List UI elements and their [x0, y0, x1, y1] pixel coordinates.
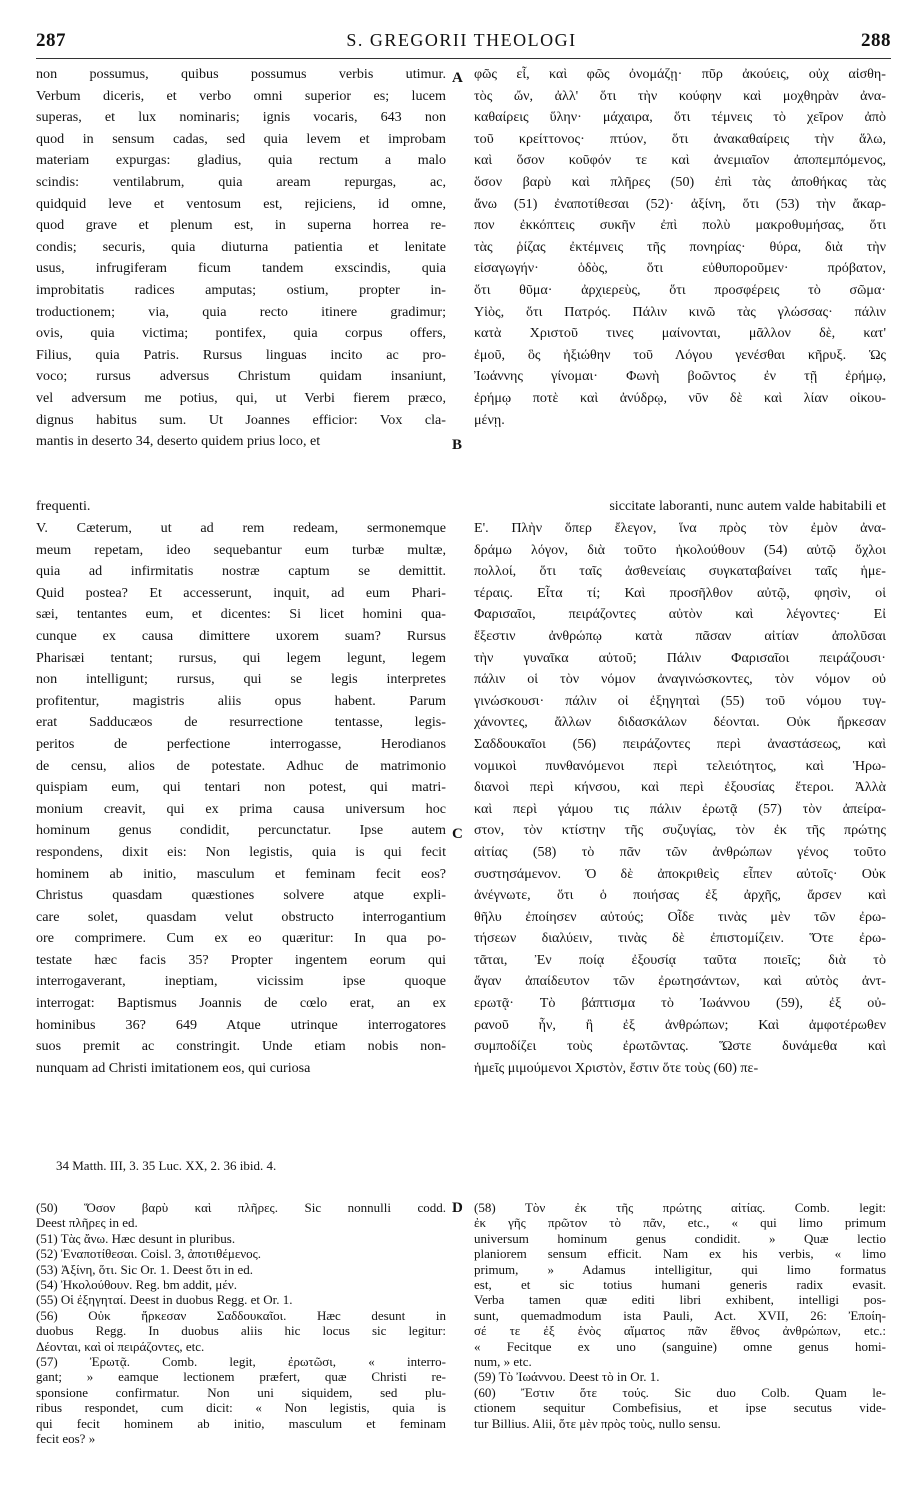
page-number-right: 288: [861, 30, 891, 51]
latin-line: erat Sadducæos de resurrectione tentasse, legis-: [36, 714, 446, 731]
greek-line: καθαίρεις ὕλην· μάχαιρα, ὅτι τέμνεις τὸ χεῖρον ἀπὸ: [474, 109, 886, 126]
latin-line: respondens, dixit eis: Non legistis, quia is qui fecit: [36, 843, 446, 860]
greek-line: ρανοῦ ἦν, ἢ ἐξ ἀνθρώπων; Καὶ ἀμφοτέρωθεν: [474, 1016, 886, 1033]
latin-line: mantis in deserto 34, deserto quidem prius loco, et: [36, 433, 321, 450]
latin-line: improbitatis radices amputas; ostium, propter in-: [36, 281, 446, 298]
latin-line: non intelligunt; rursus, qui se legis interpretes: [36, 671, 446, 688]
greek-line: εἰσαγωγήν· ὁδὸς, ὅτι εὐθυποροῦμεν· πρόβατον,: [474, 260, 886, 277]
note-line: fecit eos? »: [36, 1431, 96, 1447]
note-line: (58) Τὸν ἐκ τῆς πρώτης αἰτίας. Comb. legit:: [474, 1200, 886, 1215]
latin-line: materiam expurgas: gladius, quia rectum a malo: [36, 152, 446, 169]
greek-line: ὅτι θῦμα· ἀρχιερεὺς, ὅτι προσφέρεις τὸ σῶμα·: [474, 281, 886, 298]
greek-line: φῶς εἶ, καὶ φῶς ὀνομάζῃ· πῦρ ἀκούεις, οὐχ αἰσθη-: [474, 66, 886, 82]
note-line: Δέονται, καὶ οἱ πειράζοντες, etc.: [36, 1338, 205, 1354]
notes-right: [474, 1200, 886, 1431]
note-line: « Fecitque ex uno (sanguine) omne genus homi-: [474, 1338, 886, 1354]
latin-line: interrogat: Baptismus Joannis de cœlo erat, an ex: [36, 995, 446, 1012]
greek-line: γινώσκουσι· πάλιν οἱ ἐξηγηταὶ (55) τοῦ νόμου τυγ-: [474, 692, 886, 709]
note-line: gant; » eamque lectionem præfert, quæ Christi re-: [36, 1369, 446, 1385]
note-line: (53) Ἀξίνη, ὅτι. Sic Or. 1. Deest ὅτι in ed.: [36, 1261, 254, 1277]
greek-line: ὅσον βαρὺ καὶ πλῆρες (50) ἐπὶ τὰς ἀποθήκας τὰς: [474, 173, 886, 190]
greek-line: χάνοντες, ἄλλων διδασκάλων δέονται. Οὐκ ἤρκεσαν: [474, 714, 886, 731]
latin-line: quia ad infirmitatis nostræ captum se demittit.: [36, 563, 446, 580]
note-line: tur Billius. Alii, ὅτε μὲν πρὸς τοὺς, nullo sensu.: [474, 1415, 721, 1431]
latin-line: Quid postea? Et accesserunt, inquit, ad eum Phari-: [36, 584, 446, 601]
greek-line: κατὰ Χριστοῦ τινες μαίνονται, μᾶλλον δὲ, κατ': [474, 325, 886, 342]
latin-line: quod grave et plenum est, in superna horrea re-: [36, 217, 446, 234]
spanning-line-left: frequenti.: [36, 498, 91, 514]
greek-line: τήσεων διαλύειν, τινὰς δὲ ἐπιστομίζειν. Ὅτε ἐρω-: [474, 930, 886, 947]
note-line: ribus respondet, cum dicit: « Non legistis, quia is: [36, 1400, 446, 1416]
note-line: sunt, quemadmodum ista Pauli, Act. XVII, 26: Ἐποίη-: [474, 1307, 886, 1323]
latin-line: hominem ab initio, masculum et feminam fecit eos?: [36, 865, 446, 882]
latin-line: condis; securis, quia diuturna patientia et lenitate: [36, 238, 446, 255]
greek-line: Ε'. Πλὴν ὅπερ ἔλεγον, ἵνα πρὸς τὸν ἐμὸν ἀνα-: [474, 520, 886, 536]
greek-line: πάλιν οἱ τὸν νόμον ἀναγινώσκοντες, τὸν νόμον οὐ: [474, 671, 886, 688]
latin-column-section-v: [36, 518, 446, 1079]
note-line: est, et sic totius humani generis radix evasit.: [474, 1277, 886, 1293]
note-line: (57) Ἐρωτᾷ. Comb. legit, ἐρωτῶσι, « interro-: [36, 1354, 446, 1370]
greek-line: μένῃ.: [474, 411, 505, 428]
latin-line: Pharisæi tentant; rursus, qui legem legunt, legem: [36, 649, 446, 666]
greek-line: Υἱὸς, ὅτι Πατρός. Πάλιν κινῶ τὰς γλώσσας· πάλιν: [474, 303, 886, 320]
greek-line: στον, τὸν κτίστην τῆς συζυγίας, τὸν ἐκ τῆς πρώτης: [474, 822, 886, 839]
latin-line: troductionem; via, quia recto itinere gradimur;: [36, 303, 446, 320]
margin-letter-c: C: [452, 826, 463, 842]
latin-line: suos premit ac constringit. Unde etiam nobis non-: [36, 1038, 446, 1055]
greek-line: ἡμεῖς μιμούμενοι Χριστὸν, ἔστιν ὅτε τοὺς (60) πε-: [474, 1059, 759, 1076]
greek-line: Ἰωάννης γίνομαι· Φωνὴ βοῶντος ἐν τῇ ἐρήμῳ,: [474, 368, 886, 385]
note-line: planiorem sensum efficit. Nam ex his verbis, « limo: [474, 1246, 886, 1262]
note-line: Verba tamen quæ editi libri exhibent, intelligi pos-: [474, 1292, 886, 1308]
note-line: (55) Οἱ ἐξηγηταί. Deest in duobus Regg. et Or. 1.: [36, 1292, 293, 1308]
note-line: Deest πλῆρες in ed.: [36, 1215, 138, 1231]
latin-line: care solet, quasdam velut obstructo interrogantium: [36, 908, 446, 925]
greek-line: ἔξεστιν ἀνθρώπῳ κατὰ πᾶσαν αἰτίαν ἀπολῦσαι: [474, 627, 886, 644]
greek-line: καὶ περὶ γάμου τις πάλιν ἐρωτᾷ (57) τὸν ἀπείρα-: [474, 800, 886, 817]
scripture-references: 34 Matth. III, 3. 35 Luc. XX, 2. 36 ibid. 4.: [56, 1158, 277, 1173]
latin-line: de censu, alios de potestate. Adhuc de matrimonio: [36, 757, 446, 774]
latin-line: dignus habitus sum. Ut Joannes efficior: Vox cla-: [36, 411, 446, 428]
greek-line: πολλοί, ὅτι ταῖς ἀσθενείαις συγκαταβαίνει ταῖς ἡμε-: [474, 563, 886, 580]
greek-line: τέραις. Εἶτα τί; Καὶ προσῆλθον αὐτῷ, φησὶν, οἱ: [474, 584, 886, 601]
greek-line: αἰτίας (58) τὸ πᾶν τῶν ἀνθρώπων γένος τοῦτο: [474, 843, 886, 860]
latin-line: testate hæc facis 35? Propter ingentem eorum qui: [36, 951, 446, 968]
greek-line: θῆλυ ἐποίησεν αὐτούς; Οἶδε τινὰς μὲν τῶν ἐρω-: [474, 908, 886, 925]
note-line: sponsione confirmatur. Non uni siquidem, sed plu-: [36, 1384, 446, 1400]
latin-line: hominibus 36? 649 Atque utrinque interrogatores: [36, 1016, 446, 1033]
latin-line: ovis, quia victima; pontifex, quia corpus offers,: [36, 325, 446, 342]
greek-line: τοῦ κρείττονος· πτύον, ὅτι ἀνακαθαίρεις τὴν ἅλω,: [474, 130, 886, 147]
greek-line: Φαρισαῖοι, πειράζοντες αὐτὸν καὶ λέγοντες· Εἰ: [474, 606, 886, 623]
note-line: (59) Τὸ Ἰωάννου. Deest τὸ in Or. 1.: [474, 1369, 660, 1385]
margin-letter-a: A: [452, 70, 463, 86]
greek-line: ἄγαν ἀπαίδευτον τῶν ἐρωτησάντων, καὶ αὐτὸς ἀντ-: [474, 973, 886, 990]
latin-line: voco; rursus adversus Christum quidam insaniunt,: [36, 368, 446, 385]
running-title: S. GREGORII THEOLOGI: [346, 30, 577, 50]
latin-line: usus, infrugiferam ficum tandem exscindis, quia: [36, 260, 446, 277]
greek-column-section-v: [474, 518, 886, 1079]
greek-line: δράμω λόγον, διὰ τοῦτο ἠκολούθουν (54) αὐτῷ ὄχλοι: [474, 541, 886, 558]
latin-line: peritos de perfectione interrogasse, Herodianos: [36, 735, 446, 752]
latin-column-top: [36, 64, 446, 453]
note-line: ctionem sequitur Combefisius, et ipse secutus vide-: [474, 1400, 886, 1416]
latin-line: cunque ex causa dimittere uxorem suam? Rursus: [36, 627, 446, 644]
page-number-left: 287: [36, 30, 66, 51]
greek-column-top: [474, 64, 886, 431]
latin-line: interrogaverant, ineptiam, vicissim ipse quoque: [36, 973, 446, 990]
greek-line: τὸς ὤν, ἀλλ' ὅτι τὴν κούφην καὶ μοχθηρὰν ἀνα-: [474, 87, 886, 104]
latin-line: scindis: ventilabrum, quia aream repurgas, ac,: [36, 173, 446, 190]
note-line: duobus Regg. In duobus aliis hic locus sic legitur:: [36, 1323, 446, 1339]
greek-line: διανοὶ περὶ κήνσου, καὶ περὶ ἐξουσίας ἕτεροι. Ἀλλὰ: [474, 779, 886, 796]
note-line: qui fecit hominem ab initio, masculum et feminam: [36, 1415, 446, 1431]
note-line: num, » etc.: [474, 1354, 532, 1370]
latin-line: meum repetam, ideo sequebantur eum turbæ multæ,: [36, 541, 446, 558]
greek-line: Σαδδουκαῖοι (56) πειράζοντες περὶ ἀναστάσεως, καὶ: [474, 735, 886, 752]
latin-line: hominum genus condidit, percunctatur. Ipse autem: [36, 822, 446, 839]
note-line: σέ τε ἐξ ἑνὸς αἵματος πᾶν ἔθνος ἀνθρώπων, etc.:: [474, 1323, 886, 1339]
notes-left: [36, 1200, 446, 1447]
greek-line: ερωτᾷ· Τὸ βάπτισμα τὸ Ἰωάννου (59), ἐξ οὐ-: [474, 995, 886, 1012]
greek-line: καὶ ὅσον κοῦφόν τε καὶ ἀνεμιαῖον ἀποπεμπόμενος,: [474, 152, 886, 169]
greek-line: τὰς ῥίζας ἐκτέμνεις τῆς πονηρίας· θύρα, διὰ τὴν: [474, 238, 886, 255]
latin-line: Filius, quia Patris. Rursus linguas incito ac pro-: [36, 346, 446, 363]
note-line: (51) Τὰς ἄνω. Hæc desunt in pluribus.: [36, 1230, 236, 1246]
latin-line: ore comprimere. Cum ex eo quæritur: In qua po-: [36, 930, 446, 947]
margin-letter-b: B: [452, 437, 463, 453]
greek-line: πον ἐκκόπτεις συκῆν ἐπὶ πολὺ μακροθυμήσας, ὅτι: [474, 217, 886, 234]
latin-line: Verbum diceris, et verbo omni superior es; lucem: [36, 87, 446, 104]
greek-line: ἀνέγνωτε, ὅτι ὁ ποιήσας ἐξ ἀρχῆς, ἄρσεν καὶ: [474, 887, 886, 904]
greek-line: τὴν γυναῖκα αὐτοῦ; Πάλιν Φαρισαῖοι πειράζουσι·: [474, 649, 886, 666]
note-line: (56) Οὐκ ἤρκεσαν Σαδδουκαῖοι. Hæc desunt in: [36, 1307, 446, 1323]
latin-line: Christus quasdam quæstiones solvere atque expli-: [36, 887, 446, 904]
header-rule: [36, 58, 891, 59]
latin-line: quispiam eum, qui tentari non potest, qui matri-: [36, 779, 446, 796]
latin-line: superas, et lux nominaris; ignis vocaris, 643 non: [36, 109, 446, 126]
note-line: (60) Ἔστιν ὅτε τούς. Sic duo Colb. Quam le-: [474, 1384, 886, 1400]
greek-line: νομικοὶ πυνθανόμενοι περὶ τελειότητος, καὶ Ἡρω-: [474, 757, 886, 774]
greek-line: τᾶται, Ἐν ποίᾳ ἐξουσίᾳ ταῦτα ποιεῖς; διὰ τὸ: [474, 951, 886, 968]
spanning-line-right: siccitate laboranti, nunc autem valde habitabili et: [609, 498, 886, 514]
latin-line: non possumus, quibus possumus verbis utimur.: [36, 66, 446, 82]
note-line: universum hominum genus condidit. » Quæ lectio: [474, 1230, 886, 1246]
latin-line: quod in sensum cadas, sed quia levem et improbam: [36, 130, 446, 147]
note-line: primum, » Adamus intelligitur, qui limo formatus: [474, 1261, 886, 1277]
greek-line: ἄνω (51) ἐναποτίθεσαι (52)· ἀξίνη, ὅτι (53) τὴν ἄκαρ-: [474, 195, 886, 212]
note-line: (54) Ἠκολούθουν. Reg. bm addit, μέν.: [36, 1277, 237, 1293]
greek-line: συμποδίζει τοὺς ἐρωτῶντας. Ὥστε δυνάμεθα καὶ: [474, 1038, 886, 1055]
latin-line: profitentur, magistris aliis opus habent. Parum: [36, 692, 446, 709]
latin-line: quidquid leve et ventosum est, rejiciens, id omne,: [36, 195, 446, 212]
greek-line: ἐμοῦ, ὃς ἠξιώθην τοῦ Λόγου γενέσθαι κῆρυξ. Ὡς: [474, 346, 886, 363]
latin-line: nunquam ad Christi imitationem eos, qui curiosa: [36, 1059, 311, 1076]
greek-line: συστησάμενον. Ὁ δὲ ἀποκριθεὶς εἶπεν αὐτοῖς· Οὐκ: [474, 865, 886, 882]
note-line: ἐκ γῆς πρῶτον τὸ πᾶν, etc., « qui limo primum: [474, 1215, 886, 1231]
greek-line: ἐρήμῳ ποτὲ καὶ ἀνύδρῳ, νῦν δὲ καὶ λίαν οἰκου-: [474, 389, 886, 406]
note-line: (52) Ἐναποτίθεσαι. Coisl. 3, ἀποτιθέμενος.: [36, 1246, 262, 1262]
note-line: (50) Ὅσον βαρὺ καὶ πλῆρες. Sic nonnulli codd.: [36, 1200, 446, 1215]
latin-line: monium creavit, qui ex prima causa universum hoc: [36, 800, 446, 817]
latin-line: V. Cæterum, ut ad rem redeam, sermonemque: [36, 520, 446, 536]
latin-line: vel adversum me potius, qui, ut Verbi fierem præco,: [36, 389, 446, 406]
margin-letter-d: D: [452, 1200, 463, 1216]
latin-line: sæi, tentantes eum, et dicentes: Si licet homini qua-: [36, 606, 446, 623]
